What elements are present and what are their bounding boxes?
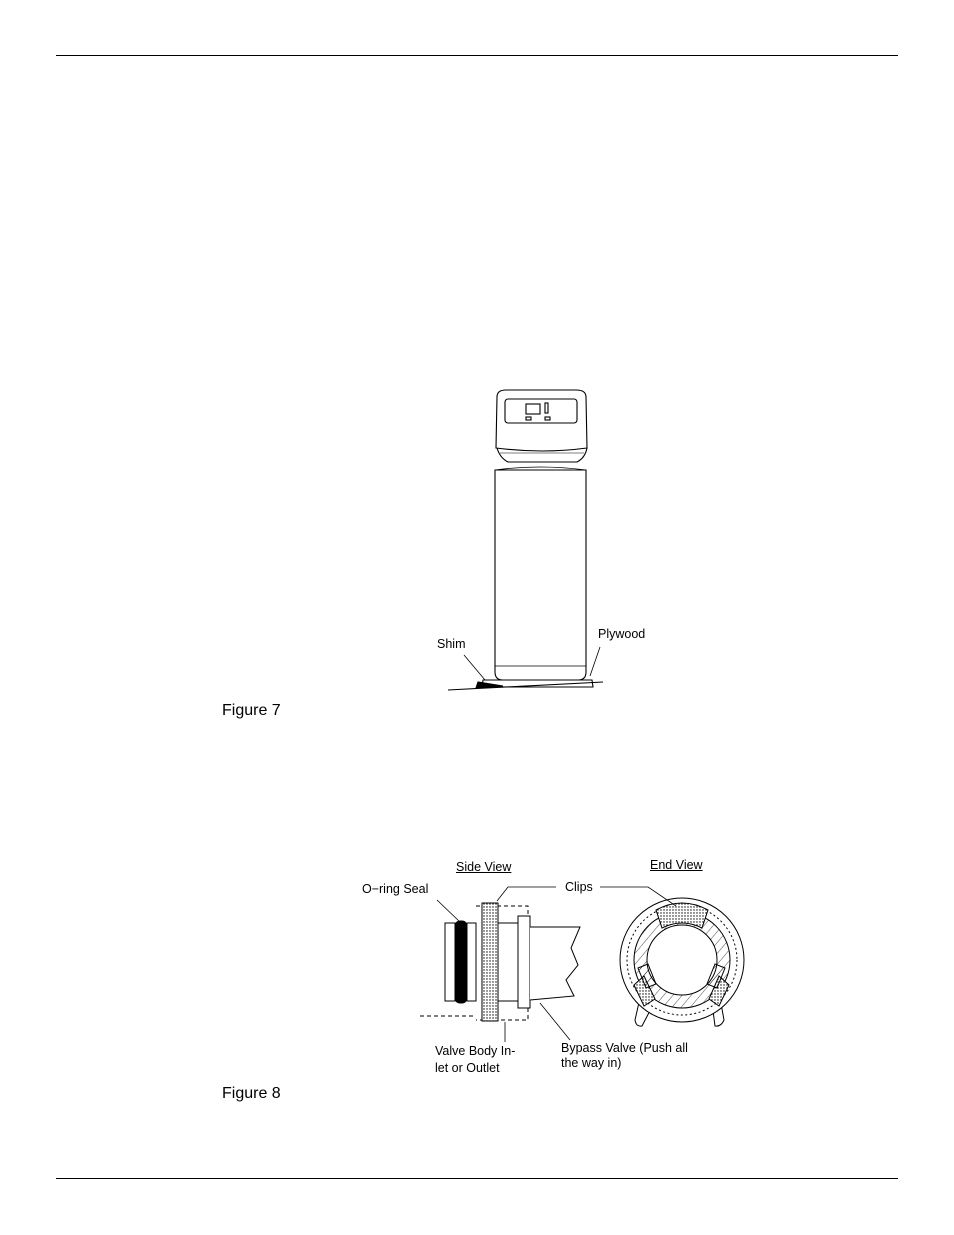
clips-label: Clips [565,880,593,894]
valve-body-label-line1: Valve Body In- [435,1044,516,1058]
side-view-label: Side View [456,860,512,874]
figure7-caption: Figure 7 [222,702,281,719]
plywood-label: Plywood [598,627,646,641]
footer-rule [56,1178,898,1179]
o-ring-seal-label: O−ring Seal [362,882,429,896]
shim-label: Shim [437,637,466,651]
valve-body-label-line2: let or Outlet [435,1061,500,1075]
bypass-valve-label-line2: the way in) [561,1056,622,1070]
bypass-valve-label-line1: Bypass Valve (Push all [561,1041,688,1055]
end-view-label: End View [650,858,703,872]
figure8-caption: Figure 8 [222,1085,281,1102]
